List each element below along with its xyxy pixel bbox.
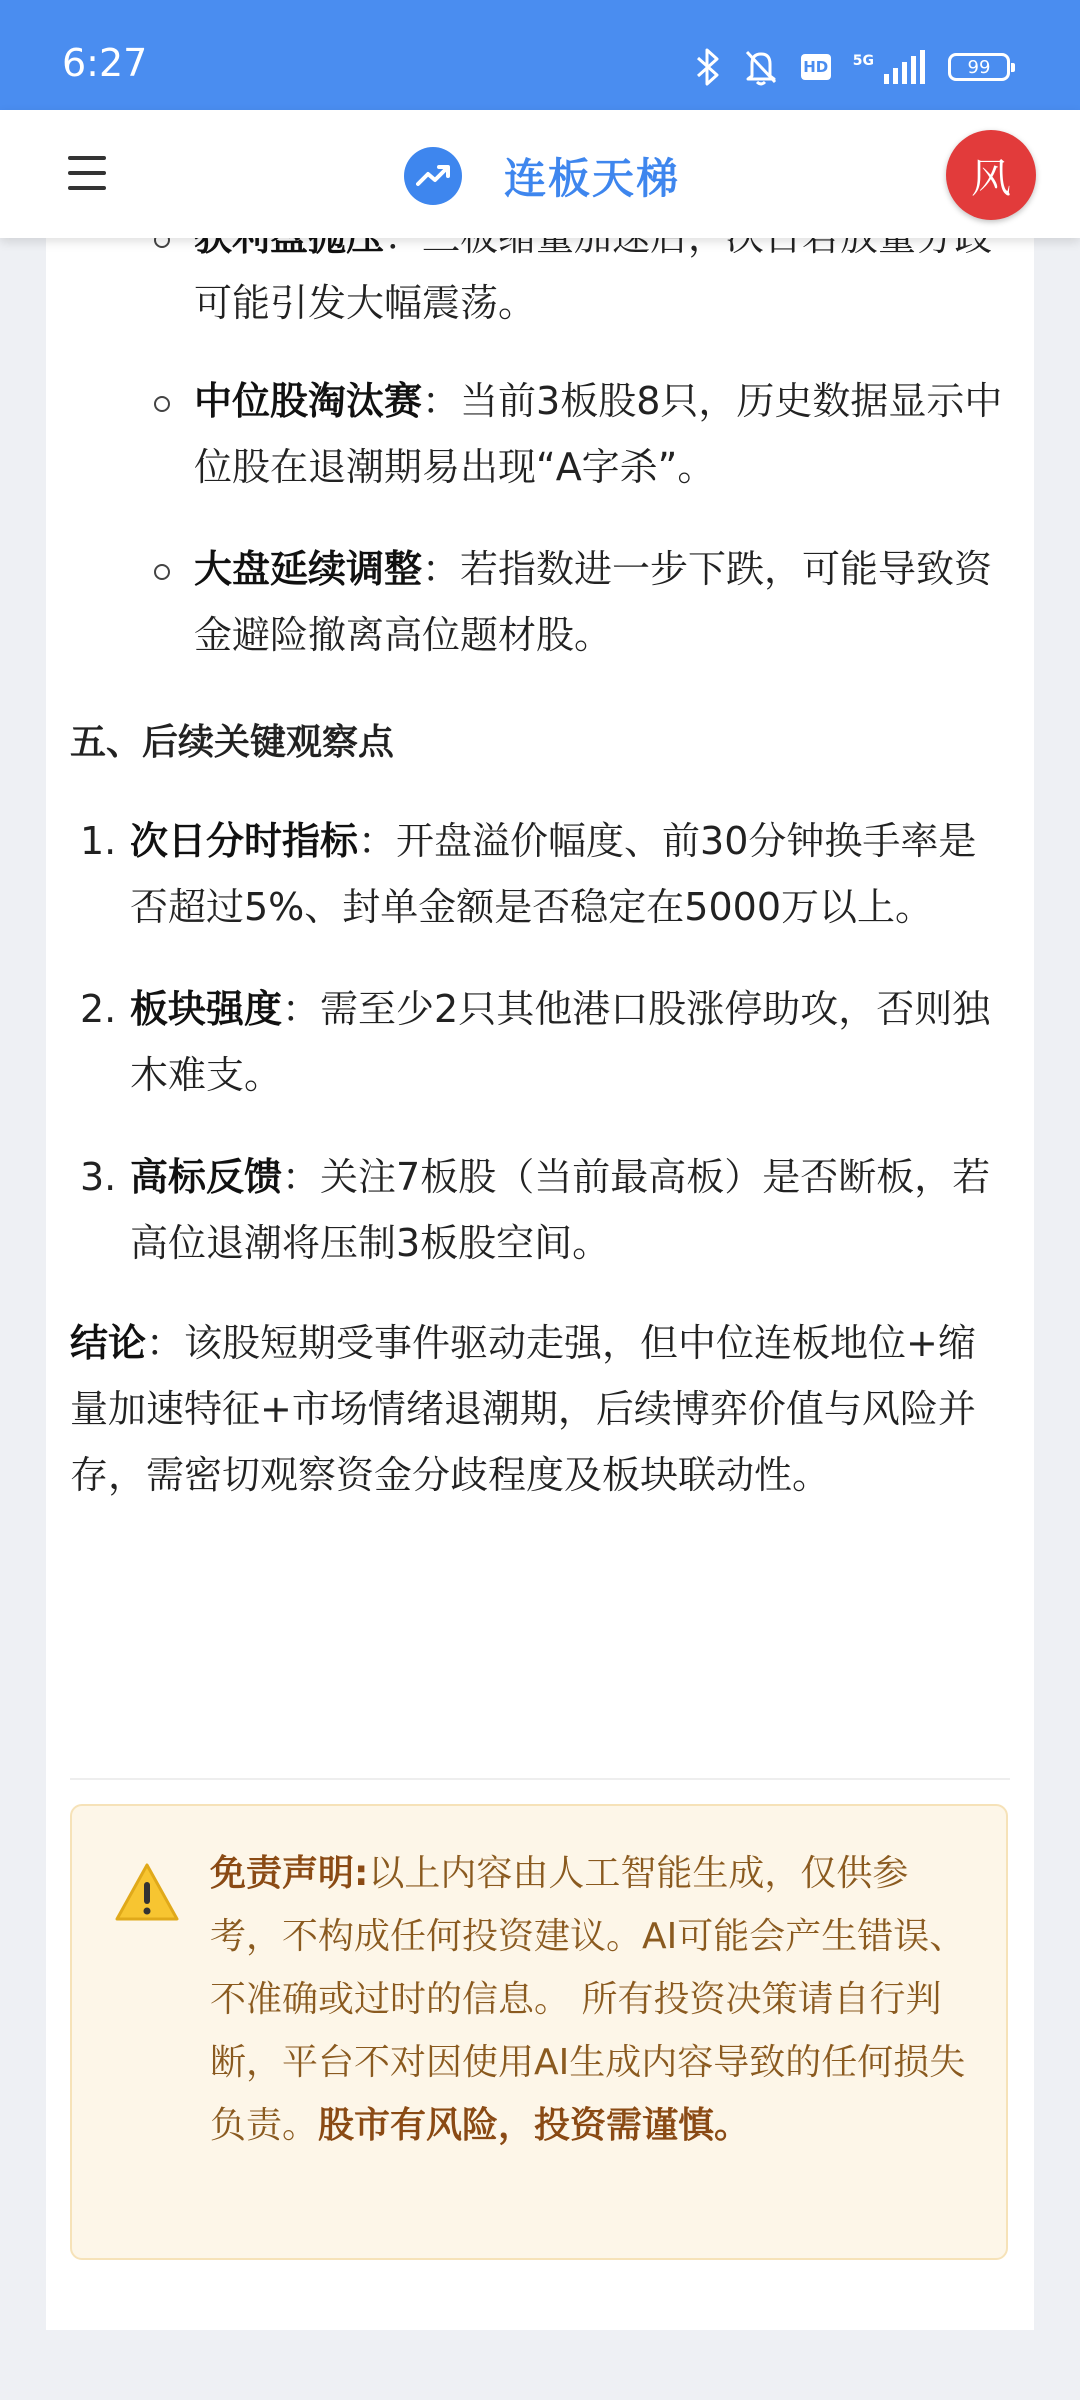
hd-icon: HD [801,54,831,80]
conclusion-text: 该股短期受事件驱动走强，但中位连板地位+缩量加速特征+市场情绪退潮期，后续博弈价值与风险并存，需密切观察资金分歧程度及板块联动性。 [70,1321,976,1497]
bell-muted-icon [743,48,779,86]
risk-item: 中位股淘汰赛：当前3板股8只，历史数据显示中位股在退潮期易出现“A字杀”。 [70,368,1010,500]
item-number: 1. [80,819,117,863]
status-time: 6:27 [62,41,148,85]
item-term: 高标反馈 [130,1155,283,1199]
conclusion: 结论：该股短期受事件驱动走强，但中位连板地位+缩量加速特征+市场情绪退潮期，后续博弈价值与风险并存，需密切观察资金分歧程度及板块联动性。 [70,1321,976,1497]
status-icons [695,48,1010,86]
warning-icon [114,1862,180,1922]
disclaimer-emphasis: 股市有风险，投资需谨慎。 [318,2105,751,2146]
brand[interactable] [404,146,680,206]
disclaimer-text-block [210,1842,980,2157]
avatar[interactable]: 风 [946,130,1036,220]
observation-item: 1. 次日分时指标：开盘溢价幅度、前30分钟换手率是否超过5%、封单金额是否稳定在5000万以上。 [70,808,1010,940]
risk-term: 中位股淘汰赛 [194,379,423,423]
risk-term: 大盘延续调整 [194,547,423,591]
conclusion-term: 结论 [70,1321,147,1365]
item-text: 开盘溢价幅度、前30分钟换手率是否超过5%、封单金额是否稳定在5000万以上。 [130,819,977,929]
bullet-circle-icon [154,564,170,580]
risk-text: 若指数进一步下跌，可能导致资金避险撤离高位题材股。 [194,547,993,657]
observation-item: 2. 板块强度：需至少2只其他港口股涨停助攻，否则独木难支。 [70,976,1010,1108]
disclaimer-text: 以上内容由人工智能生成，仅供参考，不构成任何投资建议。AI可能会产生错误、不准确或过时的信息。 所有投资决策请自行判断，平台不对因使用AI生成内容导致的任何损失负责。 [210,1853,966,2146]
app-bar [0,110,1080,238]
network-type: 5G [852,53,874,69]
risk-text: 可能引发大幅震荡。 [194,281,537,325]
item-text: 需至少2只其他港口股涨停助攻，否则独木难支。 [130,987,991,1097]
divider [70,1778,1010,1780]
bluetooth-icon [695,48,721,86]
trend-logo-icon [404,147,462,205]
item-number: 2. [80,987,117,1031]
disclaimer-label: 免责声明: [210,1853,369,1894]
item-term: 次日分时指标 [130,819,359,863]
section-heading: 五、后续关键观察点 [70,722,395,763]
item-term: 板块强度 [130,987,283,1031]
signal-icon [882,50,926,84]
status-bar [0,0,1080,110]
risk-text: 当前3板股8只，历史数据显示中位股在退潮期易出现“A字杀”。 [194,379,1003,489]
battery-icon [948,53,1010,81]
menu-icon [68,156,106,160]
analysis-content [70,238,1010,1508]
menu-button[interactable] [68,156,108,192]
item-text: 关注7板股（当前最高板）是否断板，若高位退潮将压制3板股空间。 [130,1155,991,1265]
observation-item: 3. 高标反馈：关注7板股（当前最高板）是否断板，若高位退潮将压制3板股空间。 [70,1144,1010,1276]
app-title: 连板天梯 [504,154,681,203]
bullet-circle-icon [154,396,170,412]
risk-item: 大盘延续调整：若指数进一步下跌，可能导致资金避险撤离高位题材股。 [70,536,1010,668]
disclaimer-box [70,1804,1008,2260]
battery-level: 99 [967,56,991,78]
item-number: 3. [80,1155,117,1199]
